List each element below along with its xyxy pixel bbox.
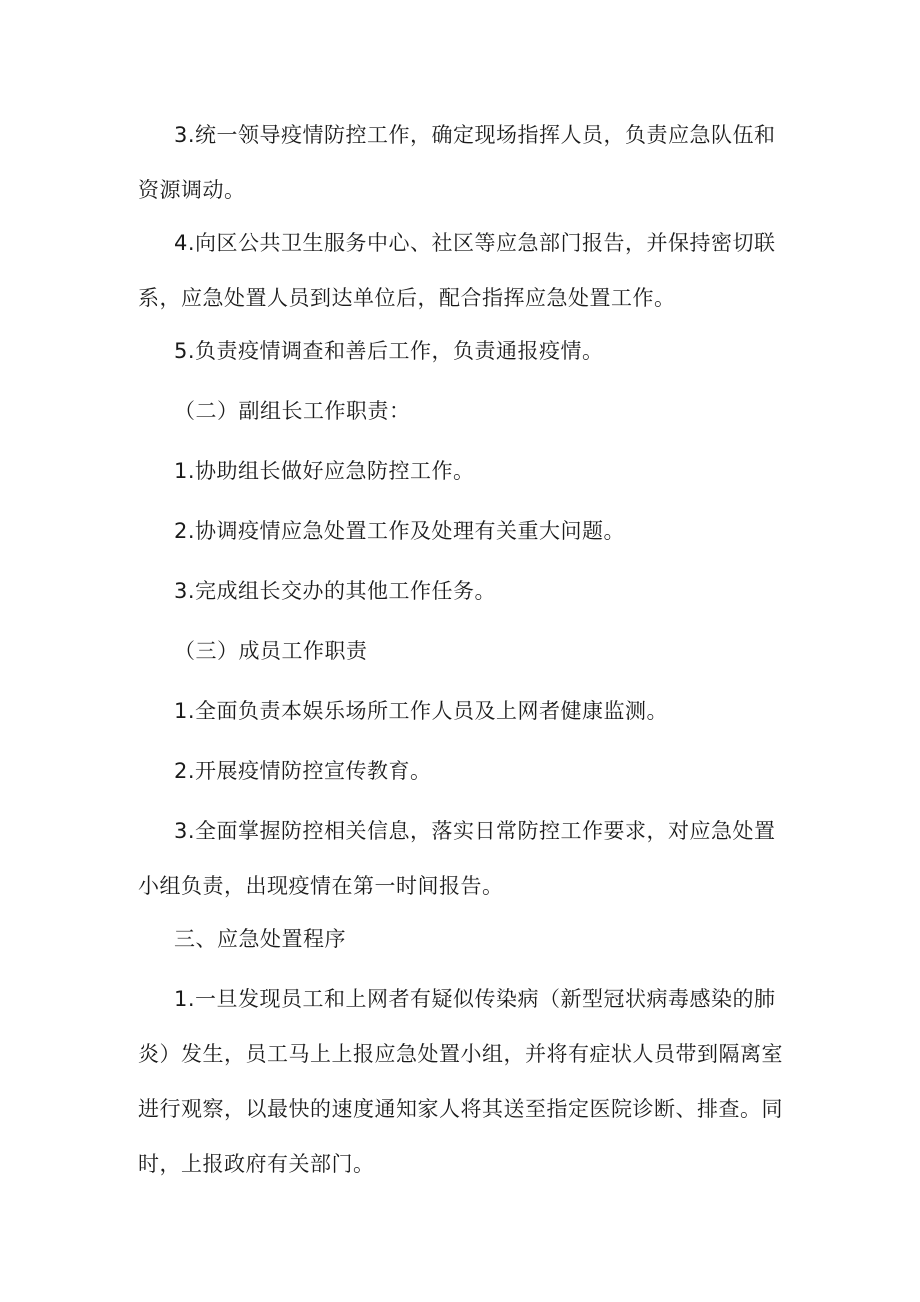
paragraph-member-2: 2.开展疫情防控宣传教育。 xyxy=(174,759,432,783)
paragraph-deputy-2: 2.协调疫情应急处置工作及处理有关重大问题。 xyxy=(174,519,626,543)
paragraph-duty-3-unified-leadership: 3.统一领导疫情防控工作，确定现场指挥人员，负责应急队伍和资源调动。 xyxy=(138,123,776,202)
paragraph-member-3: 3.全面掌握防控相关信息，落实日常防控工作要求，对应急处置小组负责，出现疫情在第一时间报告。 xyxy=(138,819,776,898)
section-heading-deputy-leader: （二）副组长工作职责： xyxy=(174,399,411,423)
paragraph-procedure-1: 1.一旦发现员工和上网者有疑似传染病（新型冠状病毒感染的肺炎）发生，员工马上上报应急处置小组，并将有症状人员带到隔离室进行观察，以最快的速度通知家人将其送至指定医院诊断、排查。同时，上报政府有关部门。 xyxy=(138,987,783,1176)
paragraph-deputy-1: 1.协助组长做好应急防控工作。 xyxy=(174,459,475,483)
section-heading-members: （三）成员工作职责 xyxy=(174,639,368,663)
section-heading-emergency-procedure: 三、应急处置程序 xyxy=(174,927,346,951)
paragraph-duty-5-investigation: 5.负责疫情调查和善后工作，负责通报疫情。 xyxy=(174,339,604,363)
paragraph-deputy-3: 3.完成组长交办的其他工作任务。 xyxy=(174,579,497,603)
paragraph-duty-4-report: 4.向区公共卫生服务中心、社区等应急部门报告，并保持密切联系，应急处置人员到达单位后，配合指挥应急处置工作。 xyxy=(138,231,776,310)
paragraph-member-1: 1.全面负责本娱乐场所工作人员及上网者健康监测。 xyxy=(174,699,669,723)
